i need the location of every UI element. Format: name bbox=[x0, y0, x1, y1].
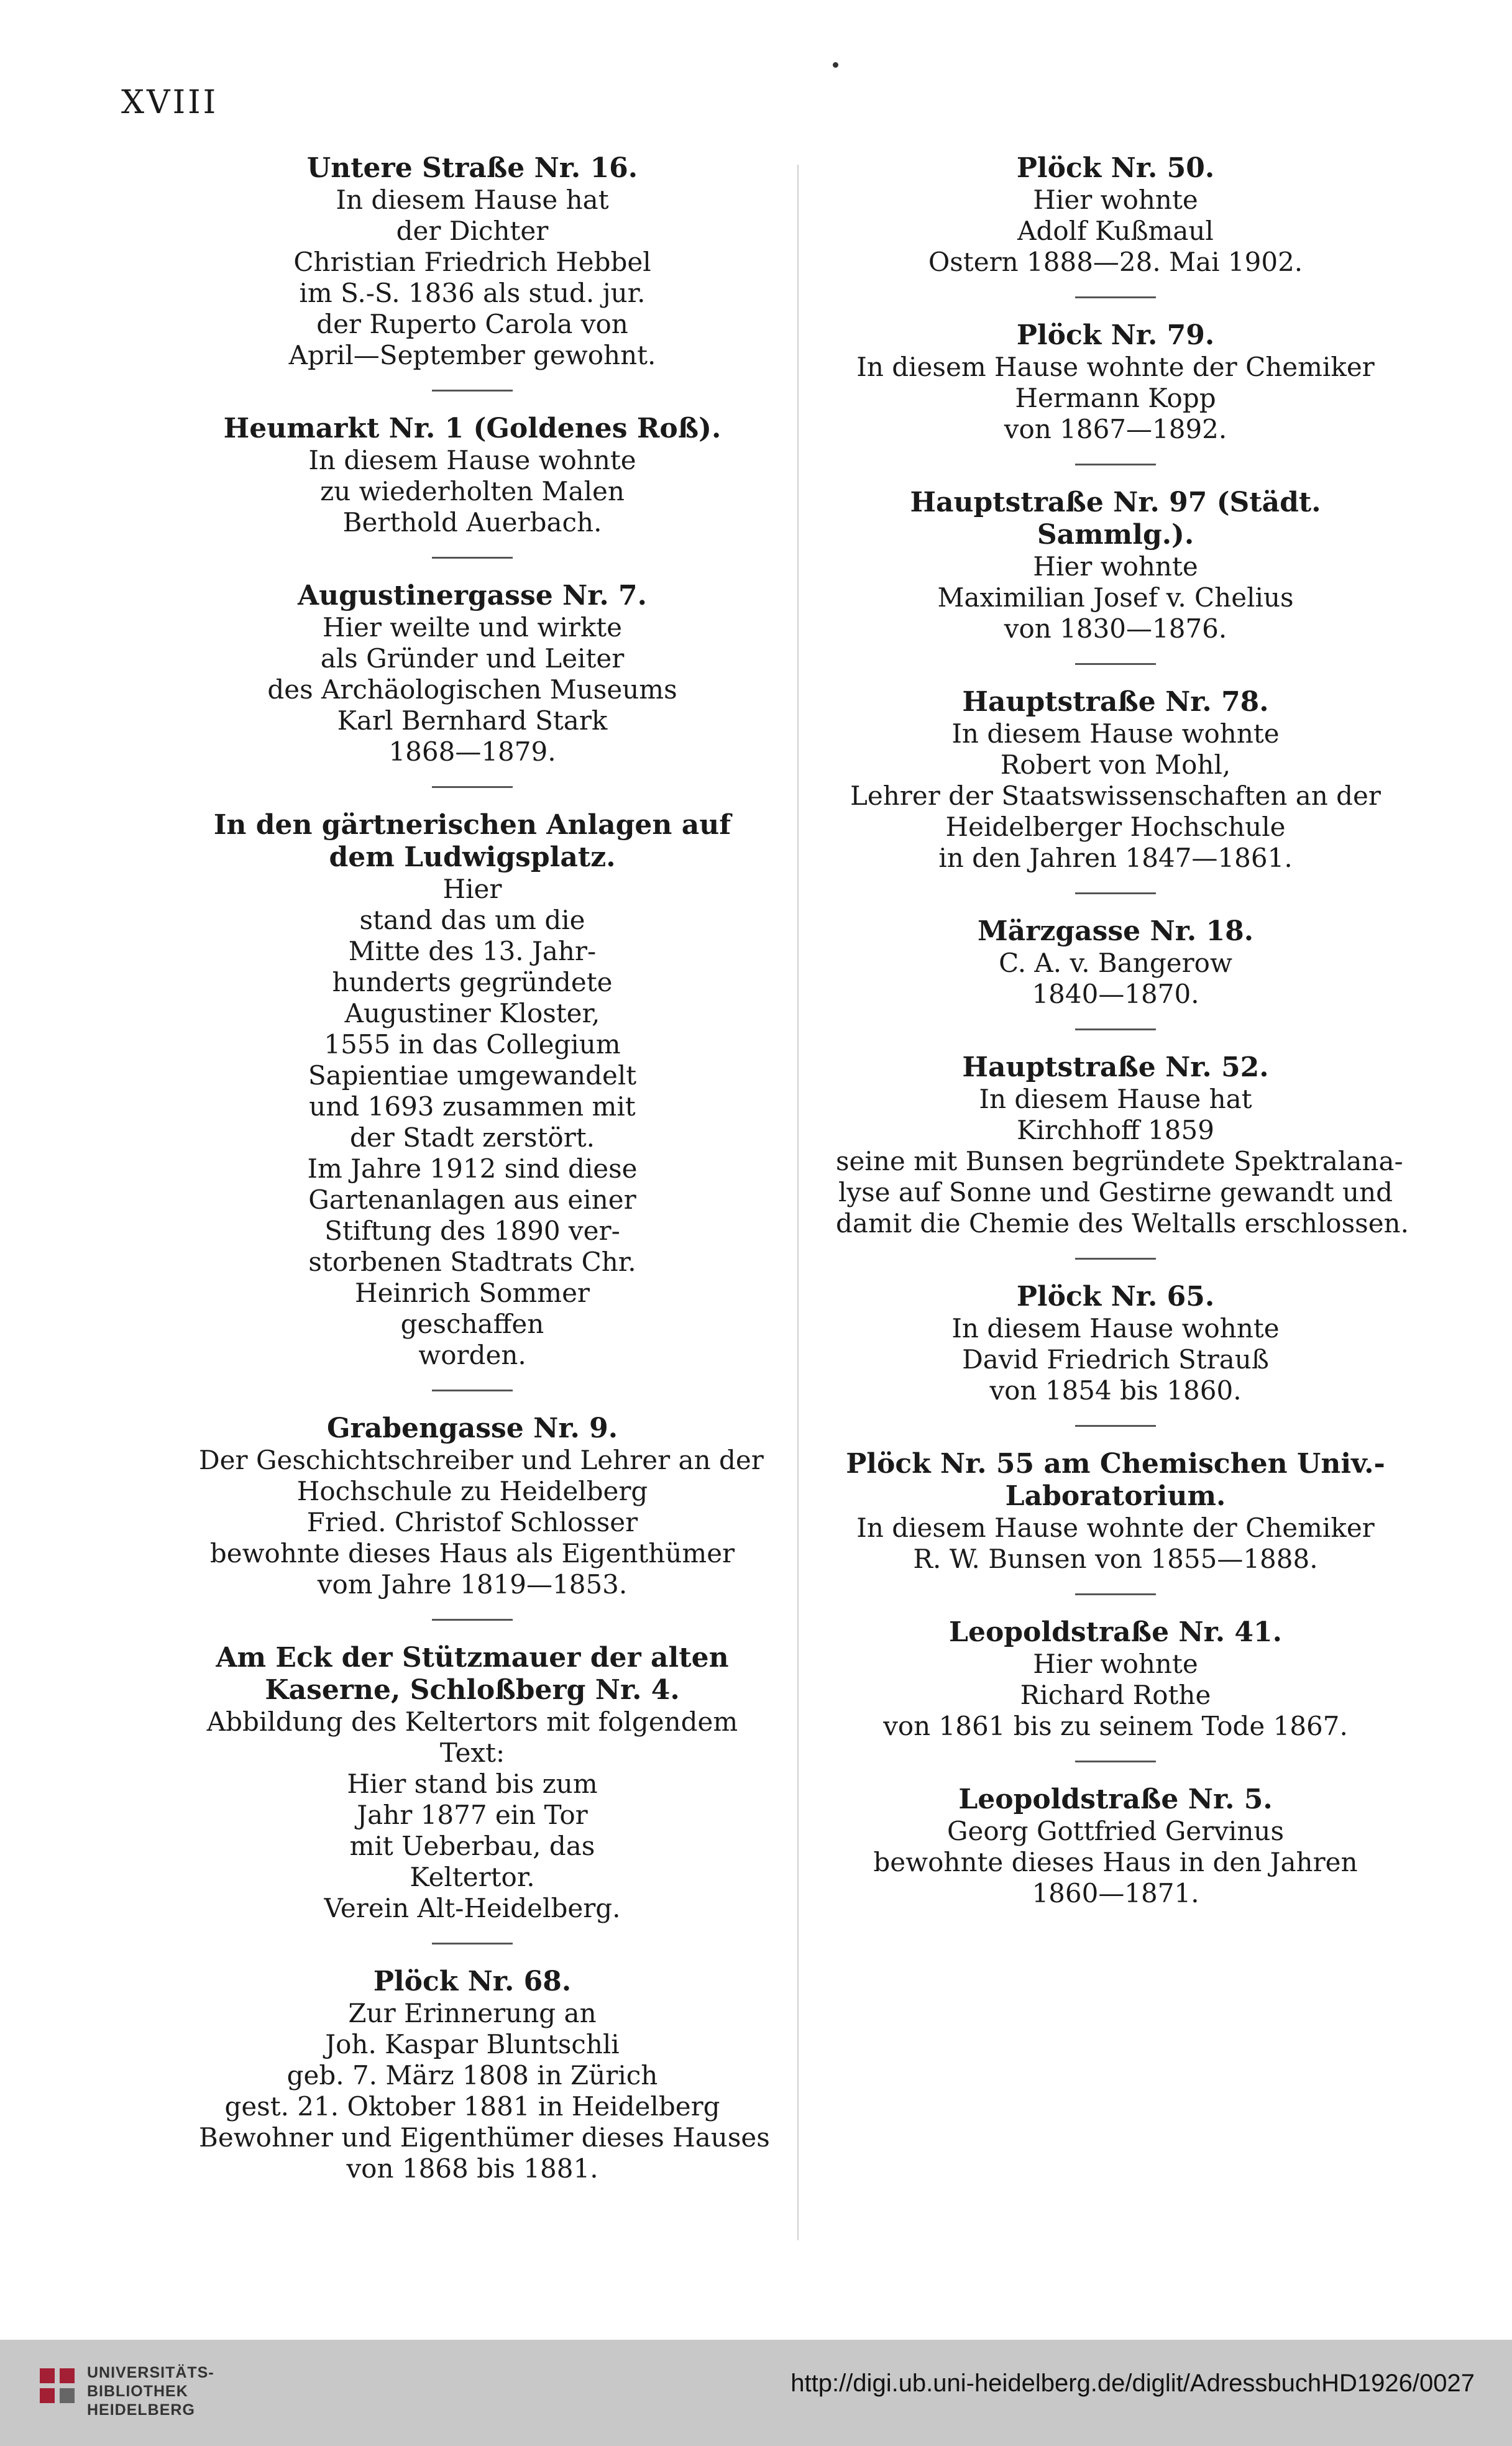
entry-heading: Am Eck der Stützmauer der alten Kaserne, Schloßberg Nr. 4. bbox=[216, 1642, 729, 1706]
entry-line: April—September gewohnt. bbox=[288, 340, 656, 370]
entry-line: Berthold Auerbach. bbox=[342, 507, 602, 538]
entry-separator bbox=[1075, 1761, 1156, 1762]
entry-line: stand das um die bbox=[359, 905, 585, 935]
plaque-entry bbox=[836, 915, 1395, 1010]
entry-line: der Ruperto Carola von bbox=[316, 309, 628, 339]
plaque-entry bbox=[199, 809, 746, 1371]
entry-line: Hier wohnte bbox=[1033, 551, 1198, 582]
entry-line: des Archäologischen Museums bbox=[267, 674, 677, 705]
entry-line: seine mit Bunsen begründete Spektralana- bbox=[836, 1146, 1403, 1176]
plaque-entry bbox=[199, 152, 746, 371]
entry-line: In diesem Hause wohnte der Chemiker bbox=[856, 1513, 1375, 1543]
entry-heading: Plöck Nr. 79. bbox=[1016, 319, 1215, 351]
entry-separator bbox=[432, 390, 513, 392]
entry-line: zu wiederholten Malen bbox=[320, 476, 625, 506]
entry-line: In diesem Hause wohnte der Chemiker bbox=[856, 352, 1375, 382]
entry-line: Augustiner Kloster, bbox=[344, 998, 600, 1028]
print-dot bbox=[833, 62, 838, 68]
entry-line: In diesem Hause wohnte bbox=[308, 445, 636, 475]
entry-line: von 1854 bis 1860. bbox=[989, 1375, 1242, 1406]
entry-separator bbox=[1075, 1593, 1156, 1595]
entry-line: Mitte des 13. Jahr- bbox=[348, 936, 597, 966]
entry-line: R. W. Bunsen von 1855—1888. bbox=[913, 1544, 1318, 1574]
entry-line: im S.-S. 1836 als stud. jur. bbox=[299, 278, 646, 308]
entry-separator bbox=[1075, 892, 1156, 894]
entry-line: von 1830—1876. bbox=[1004, 613, 1227, 644]
plaque-entry bbox=[836, 487, 1395, 644]
entry-line: storbenen Stadtrats Chr. bbox=[308, 1247, 636, 1277]
entry-line: Zur Erinnerung an bbox=[348, 1998, 597, 2028]
entry-line: Sapientiae umgewandelt bbox=[308, 1060, 637, 1091]
column-divider bbox=[797, 165, 799, 2240]
entry-line: In diesem Hause hat bbox=[336, 185, 609, 215]
entry-line: Maximilian Josef v. Chelius bbox=[937, 582, 1294, 613]
entry-line: David Friedrich Strauß bbox=[962, 1344, 1269, 1375]
entry-line: mit Ueberbau, das bbox=[349, 1831, 595, 1861]
entry-line: In diesem Hause wohnte bbox=[951, 1313, 1280, 1344]
entry-line: lyse auf Sonne und Gestirne gewandt und bbox=[838, 1177, 1393, 1207]
entry-line: worden. bbox=[418, 1340, 526, 1370]
plaque-entry bbox=[836, 1448, 1395, 1575]
entry-line: Fried. Christof Schlosser bbox=[306, 1507, 638, 1537]
entry-line: 1860—1871. bbox=[1032, 1878, 1199, 1908]
entry-heading: Plöck Nr. 65. bbox=[1016, 1281, 1215, 1312]
entry-line: Verein Alt-Heidelberg. bbox=[324, 1893, 621, 1923]
entry-line: der Dichter bbox=[396, 216, 549, 246]
entry-line: Abbildung des Keltertors mit folgendem bbox=[206, 1706, 738, 1737]
entry-line: Adolf Kußmaul bbox=[1017, 216, 1214, 246]
library-name: UNIVERSITÄTS- BIBLIOTHEK HEIDELBERG bbox=[87, 2364, 214, 2419]
entry-line: vom Jahre 1819—1853. bbox=[317, 1569, 628, 1600]
entry-heading: Hauptstraße Nr. 78. bbox=[962, 686, 1269, 718]
entry-heading: Märzgasse Nr. 18. bbox=[977, 915, 1254, 947]
page-number: XVIII bbox=[121, 84, 219, 121]
plaque-entry bbox=[836, 1784, 1395, 1909]
entry-separator bbox=[432, 1390, 513, 1391]
plaque-entry bbox=[199, 580, 746, 767]
entry-line: Richard Rothe bbox=[1020, 1680, 1211, 1710]
plaque-entry bbox=[836, 1281, 1395, 1406]
entry-line: hunderts gegründete bbox=[332, 967, 613, 997]
entry-heading: Plöck Nr. 50. bbox=[1016, 152, 1215, 184]
plaque-entry bbox=[836, 686, 1395, 874]
entry-line: von 1868 bis 1881. bbox=[346, 2153, 598, 2184]
entry-line: bewohnte dieses Haus als Eigenthümer bbox=[209, 1538, 735, 1569]
entry-line: Keltertor. bbox=[410, 1862, 535, 1892]
entry-separator bbox=[1075, 296, 1156, 298]
entry-line: gest. 21. Oktober 1881 in Heidelberg bbox=[224, 2091, 720, 2122]
entry-separator bbox=[1075, 1258, 1156, 1260]
entry-line: Gartenanlagen aus einer bbox=[308, 1184, 636, 1215]
entry-line: Stiftung des 1890 ver- bbox=[324, 1216, 620, 1246]
entry-line: 1555 in das Collegium bbox=[324, 1029, 621, 1060]
entry-line: bewohnte dieses Haus in den Jahren bbox=[873, 1847, 1358, 1877]
entry-heading: In den gärtnerischen Anlagen auf dem Ludwigsplatz. bbox=[213, 809, 731, 873]
entry-line: Hier weilte und wirkte bbox=[322, 612, 623, 643]
entry-line: Karl Bernhard Stark bbox=[337, 705, 608, 736]
entry-separator bbox=[432, 786, 513, 788]
entry-heading: Grabengasse Nr. 9. bbox=[326, 1413, 618, 1444]
university-library-logo-icon bbox=[37, 2366, 77, 2406]
entry-separator bbox=[1075, 1425, 1156, 1427]
entry-line: 1840—1870. bbox=[1032, 979, 1199, 1009]
entry-line: C. A. v. Bangerow bbox=[999, 948, 1232, 978]
entry-separator bbox=[1075, 1028, 1156, 1030]
plaque-entry bbox=[199, 1642, 746, 1924]
right-column bbox=[836, 152, 1409, 1909]
entry-line: Lehrer der Staatswissenschaften an der bbox=[850, 781, 1381, 811]
entry-line: Heinrich Sommer bbox=[354, 1278, 590, 1308]
entry-line: Jahr 1877 ein Tor bbox=[357, 1800, 588, 1830]
entry-heading: Untere Straße Nr. 16. bbox=[306, 152, 638, 184]
entry-line: Christian Friedrich Hebbel bbox=[293, 247, 651, 277]
entry-line: 1868—1879. bbox=[388, 736, 556, 767]
entry-line: geschaffen bbox=[400, 1309, 544, 1339]
entry-separator bbox=[432, 1943, 513, 1944]
entry-line: Joh. Kaspar Bluntschli bbox=[325, 2029, 620, 2059]
entry-line: In diesem Hause wohnte bbox=[951, 718, 1280, 749]
entry-separator bbox=[1075, 464, 1156, 465]
entry-heading: Augustinergasse Nr. 7. bbox=[298, 580, 647, 612]
entry-line: Der Geschichtschreiber und Lehrer an der bbox=[199, 1445, 764, 1475]
entry-line: der Stadt zerstört. bbox=[349, 1122, 595, 1153]
entry-line: Hermann Kopp bbox=[1015, 383, 1216, 413]
entry-line: und 1693 zusammen mit bbox=[309, 1091, 636, 1122]
entry-heading: Plöck Nr. 68. bbox=[373, 1966, 572, 1997]
entry-line: Ostern 1888—28. Mai 1902. bbox=[928, 247, 1303, 277]
entry-heading: Heumarkt Nr. 1 (Goldenes Roß). bbox=[223, 413, 722, 444]
entry-line: Robert von Mohl, bbox=[1000, 749, 1231, 780]
entry-separator bbox=[432, 1619, 513, 1621]
entry-line: Heidelberger Hochschule bbox=[945, 812, 1286, 842]
entry-line: von 1861 bis zu seinem Tode 1867. bbox=[883, 1711, 1348, 1741]
entry-heading: Hauptstraße Nr. 52. bbox=[962, 1051, 1269, 1083]
entry-line: Hochschule zu Heidelberg bbox=[296, 1476, 648, 1506]
entry-line: damit die Chemie des Weltalls erschlossen. bbox=[836, 1208, 1409, 1239]
entry-line: Text: bbox=[439, 1738, 505, 1768]
plaque-entry bbox=[836, 152, 1395, 278]
entry-line: Hier wohnte bbox=[1033, 1649, 1198, 1679]
entry-line: Hier bbox=[442, 874, 502, 904]
entry-line: Bewohner und Eigenthümer dieses Hauses bbox=[199, 2122, 770, 2153]
entry-separator bbox=[1075, 663, 1156, 665]
entry-line: Georg Gottfried Gervinus bbox=[946, 1816, 1285, 1846]
entry-line: geb. 7. März 1808 in Zürich bbox=[286, 2060, 658, 2091]
entry-heading: Leopoldstraße Nr. 41. bbox=[949, 1616, 1282, 1648]
entry-separator bbox=[432, 557, 513, 559]
entry-heading: Leopoldstraße Nr. 5. bbox=[958, 1784, 1273, 1815]
footer-bar bbox=[0, 2340, 1512, 2446]
left-column bbox=[199, 152, 770, 2184]
entry-heading: Plöck Nr. 55 am Chemischen Univ.-Laboratorium. bbox=[846, 1448, 1385, 1512]
entry-line: Hier stand bis zum bbox=[347, 1769, 598, 1799]
entry-line: Kirchhoff 1859 bbox=[1017, 1115, 1214, 1145]
plaque-entry bbox=[836, 319, 1395, 445]
entry-line: Im Jahre 1912 sind diese bbox=[307, 1153, 638, 1184]
entry-line: als Gründer und Leiter bbox=[320, 643, 625, 674]
plaque-entry bbox=[836, 1051, 1409, 1239]
plaque-entry bbox=[836, 1616, 1395, 1742]
entry-line: Hier wohnte bbox=[1033, 185, 1198, 215]
plaque-entry bbox=[199, 1966, 770, 2184]
plaque-entry bbox=[199, 413, 746, 538]
entry-heading: Hauptstraße Nr. 97 (Städt. Sammlg.). bbox=[910, 487, 1321, 551]
entry-line: in den Jahren 1847—1861. bbox=[938, 843, 1293, 873]
entry-line: von 1867—1892. bbox=[1004, 414, 1227, 444]
entry-line: In diesem Hause hat bbox=[979, 1084, 1252, 1114]
source-url-link[interactable]: http://digi.ub.uni-heidelberg.de/diglit/AdressbuchHD1926/0027 bbox=[790, 2370, 1475, 2397]
plaque-entry bbox=[199, 1413, 764, 1600]
